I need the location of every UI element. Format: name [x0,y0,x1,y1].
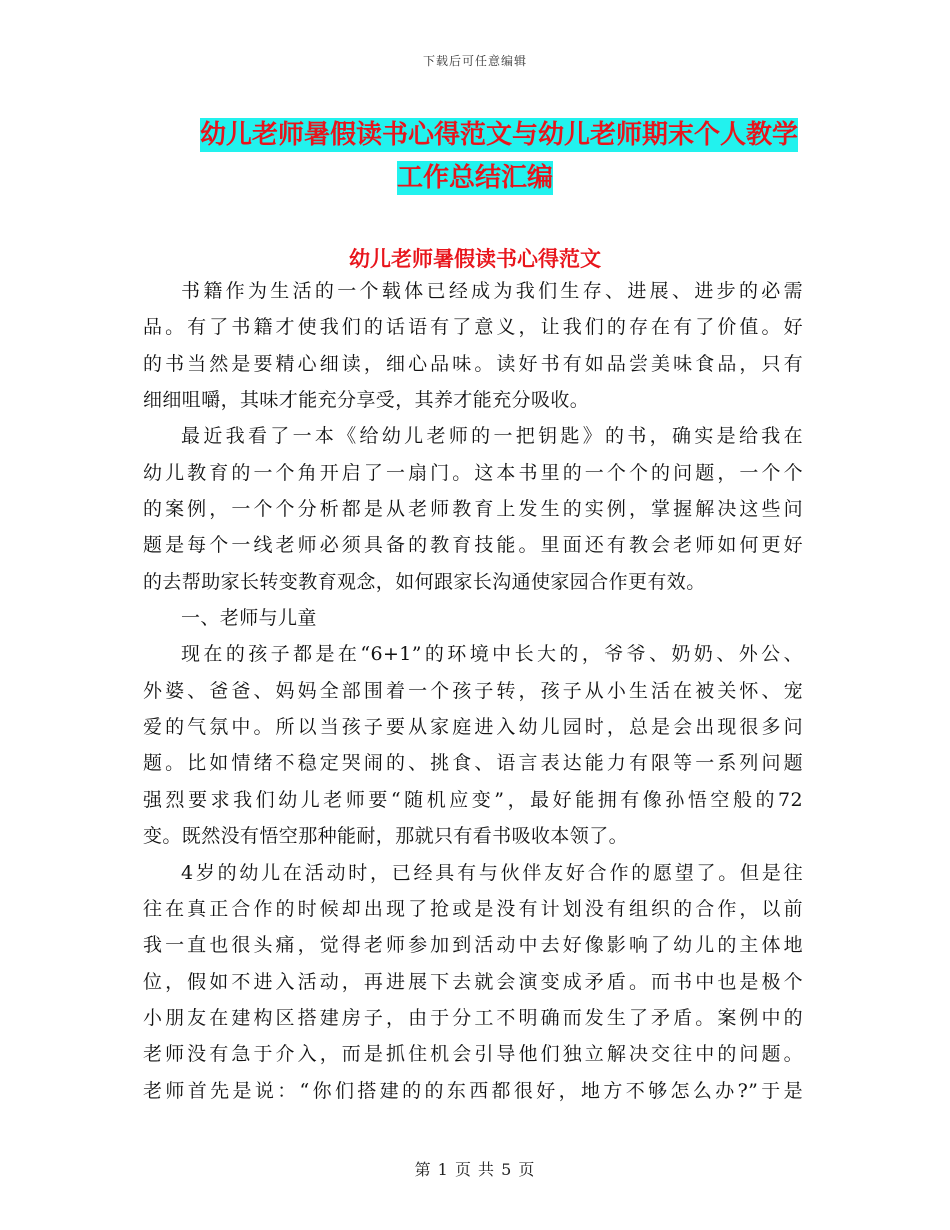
text-line: 强烈要求我们幼儿老师要“随机应变”，最好能拥有像孙悟空般的72 [143,788,803,811]
text-line: 老师首先是说：“你们搭建的的东西都很好，地方不够怎么办?”于是 [143,1079,803,1102]
text-line: 我一直也很头痛，觉得老师参加到活动中去好像影响了幼儿的主体地 [143,934,803,957]
text-line: 现在的孩子都是在“6+1”的环境中长大的，爷爷、奶奶、外公、 [181,643,803,666]
text-line: 变。既然没有悟空那种能耐，那就只有看书吸收本领了。 [143,825,629,848]
text-line: 的书当然是要精心细读，细心品味。读好书有如品尝美味食品，只有 [143,352,803,375]
text-line: 的去帮助家长转变教育观念，如何跟家长沟通使家园合作更有效。 [143,570,706,593]
text-line: 小朋友在建构区搭建房子，由于分工不明确而发生了矛盾。案例中的 [143,1006,803,1029]
document-title-line-2 [0,157,950,194]
text-line: 书籍作为生活的一个载体已经成为我们生存、进展、进步的必需 [181,280,803,302]
text-line: 幼儿教育的一个角开启了一扇门。这本书里的一个个的问题，一个个 [143,461,803,484]
text-line: 位，假如不进入活动，再进展下去就会演变成矛盾。而书中也是极个 [143,970,803,993]
document-title-text-2: 工作总结汇编 [396,163,553,193]
page-header-note: 下载后可任意编辑 [422,54,527,68]
text-line: 老师没有急于介入，而是抓住机会引导他们独立解决交往中的问题。 [143,1043,803,1066]
text-line: 4岁的幼儿在活动时，已经具有与伙伴友好合作的愿望了。但是往 [181,861,803,884]
text-line: 题。比如情绪不稳定哭闹的、挑食、语言表达能力有限等一系列问题 [143,752,803,775]
text-line: 品。有了书籍才使我们的话语有了意义，让我们的存在有了价值。好 [143,316,803,339]
document-body [143,273,803,1109]
document-title-line-1 [0,114,950,151]
text-line: 题是每个一线老师必须具备的教育技能。里面还有教会老师如何更好 [143,534,803,557]
text-line: 细细咀嚼，其味才能充分享受，其养才能充分吸收。 [143,389,590,412]
text-line: 的案例，一个个分析都是从老师教育上发生的实例，掌握解决这些问 [143,498,803,521]
document-title-text-1: 幼儿老师暑假读书心得范文与幼儿老师期末个人教学 [199,120,798,150]
page-footer-number: 第 1 页 共 5 页 [414,1160,536,1179]
text-line: 爱的气氛中。所以当孩子要从家庭进入幼儿园时，总是会出现很多问 [143,716,803,739]
section-heading: 一、老师与儿童 [181,607,317,630]
text-line: 最近我看了一本《给幼儿老师的一把钥匙》的书，确实是给我在 [181,425,803,448]
text-line: 外婆、爸爸、妈妈全部围着一个孩子转，孩子从小生活在被关怀、宠 [143,679,803,702]
section-title: 幼儿老师暑假读书心得范文 [349,247,601,271]
text-line: 往在真正合作的时候却出现了抢或是没有计划没有组织的合作，以前 [143,897,803,920]
